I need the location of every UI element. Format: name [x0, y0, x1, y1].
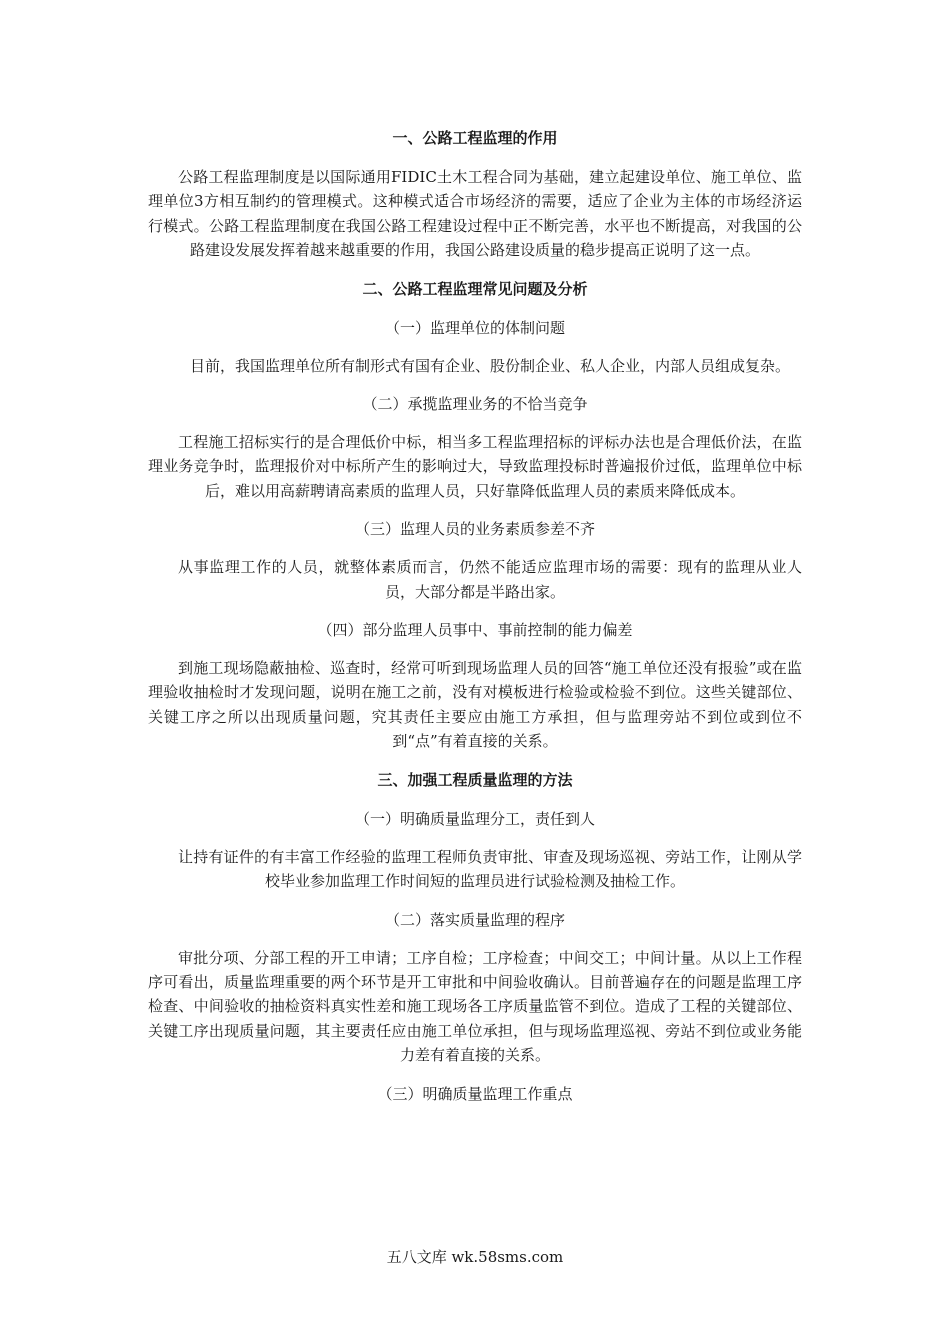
- section-2-subheading-3: （三）监理人员的业务素质参差不齐: [354, 520, 595, 539]
- section-3-subheading-1: （一）明确质量监理分工，责任到人: [354, 809, 595, 828]
- section-2-paragraph-3: 从事监理工作的人员，就整体素质而言，仍然不能适应监理市场的需要：现有的监理从业人员，大部分都是半路出家。: [178, 558, 802, 601]
- footer-watermark: 五八文库 wk.58sms.com: [386, 1248, 564, 1266]
- section-2-paragraph-4: 到施工现场隐蔽抽检、巡查时，经常可听到现场监理人员的回答“施工单位还没有报验”或在监理验收抽检时才发现问题，说明在施工之前，没有对模板进行检验或检验不到位。这些关键部位、关键工序之所以出现质量问题，究其责任主要应由施工方承担，但与监理旁站不到位或到位不到“点”有着直接的关系。: [148, 659, 802, 751]
- document-body: [148, 126, 802, 1120]
- section-1-paragraph: 公路工程监理制度是以国际通用FIDIC土木工程合同为基础，建立起建设单位、施工单位、监理单位3方相互制约的管理模式。这种模式适合市场经济的需要，适应了企业为主体的市场经济运行模式。公路工程监理制度在我国公路工程建设过程中正不断完善，水平也不断提高，对我国的公路建设发展发挥着越来越重要的作用，我国公路建设质量的稳步提高正说明了这一点。: [148, 168, 802, 260]
- section-1-heading: 一、公路工程监理的作用: [392, 129, 558, 147]
- section-3-subheading-3: （三）明确质量监理工作重点: [377, 1084, 573, 1103]
- section-2-paragraph-2: 工程施工招标实行的是合理低价中标，相当多工程监理招标的评标办法也是合理低价法，在监理业务竞争时，监理报价对中标所产生的影响过大，导致监理投标时普遍报价过低，监理单位中标后，难以用高薪聘请高素质的监理人员，只好靠降低监理人员的素质来降低成本。: [148, 433, 802, 500]
- section-3-heading: 三、加强工程质量监理的方法: [377, 770, 573, 789]
- section-2-heading: 二、公路工程监理常见问题及分析: [362, 279, 588, 298]
- section-2-subheading-2: （二）承揽监理业务的不恰当竞争: [362, 395, 588, 414]
- section-2-paragraph-1: 目前，我国监理单位所有制形式有国有企业、股份制企业、私人企业，内部人员组成复杂。: [189, 356, 790, 375]
- section-2-subheading-4: （四）部分监理人员事中、事前控制的能力偏差: [317, 621, 633, 640]
- section-3-paragraph-2: 审批分项、分部工程的开工申请；工序自检；工序检查；中间交工；中间计量。从以上工作程序可看出，质量监理重要的两个环节是开工审批和中间验收确认。目前普遍存在的问题是监理工序检查、中间验收的抽检资料真实性差和施工现场各工序质量监管不到位。造成了工程的关键部位、关键工序出现质量问题，其主要责任应由施工单位承担，但与现场监理巡视、旁站不到位或业务能力差有着直接的关系。: [148, 948, 802, 1065]
- section-2-subheading-1: （一）监理单位的体制问题: [384, 318, 565, 337]
- section-3-paragraph-1: 让持有证件的有丰富工作经验的监理工程师负责审批、审查及现场巡视、旁站工作，让刚从学校毕业参加监理工作时间短的监理员进行试验检测及抽检工作。: [178, 847, 802, 891]
- section-3-subheading-2: （二）落实质量监理的程序: [384, 910, 565, 929]
